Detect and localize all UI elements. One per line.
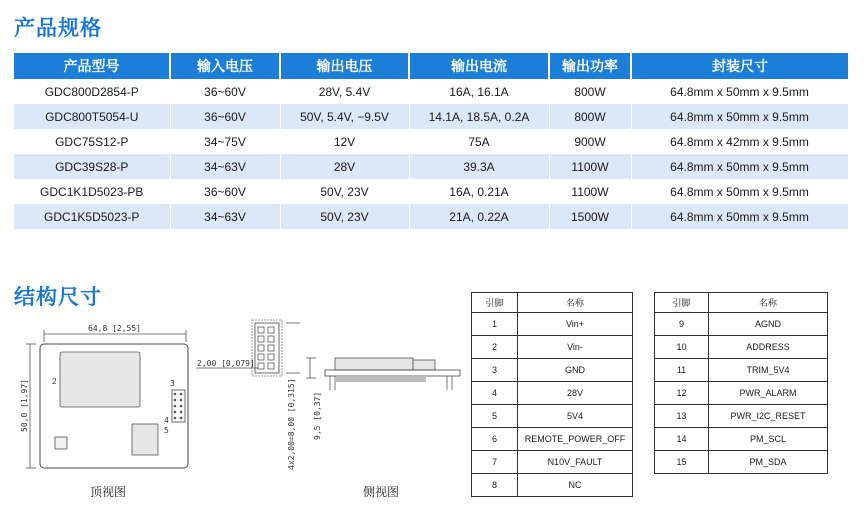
pin-number: 8 — [472, 474, 518, 497]
cell-output-current: 75A — [409, 129, 549, 154]
table-row — [655, 405, 828, 428]
top-width-dimension: 64,8 [2,55] — [88, 324, 141, 333]
pin-label-3: 3 — [170, 379, 175, 388]
header-output-voltage: 输出电压 — [280, 53, 409, 79]
cell-package-size: 64.8mm x 50mm x 9.5mm — [631, 79, 848, 104]
table-row — [655, 359, 828, 382]
pin-number: 9 — [655, 313, 709, 336]
pin-number: 1 — [472, 313, 518, 336]
cell-output-voltage: 50V, 23V — [280, 204, 409, 229]
header-output-power: 输出功率 — [549, 53, 631, 79]
table-row — [472, 382, 633, 405]
header-pin: 引脚 — [655, 293, 709, 313]
cell-model: GDC1K5D5023-P — [14, 204, 170, 229]
pin-name: 5V4 — [518, 405, 633, 428]
header-output-current: 输出电流 — [409, 53, 549, 79]
header-model: 产品型号 — [14, 53, 170, 79]
pin-label-4: 4 — [164, 416, 169, 425]
cell-model: GDC39S28-P — [14, 154, 170, 179]
pin-number: 13 — [655, 405, 709, 428]
cell-input-voltage: 34~63V — [170, 154, 280, 179]
section-title-products: 产品规格 — [14, 16, 102, 40]
table-row — [472, 359, 633, 382]
cell-package-size: 64.8mm x 50mm x 9.5mm — [631, 104, 848, 129]
pin-table-1 — [471, 292, 633, 497]
cell-model: GDC800T5054-U — [14, 104, 170, 129]
pin-name: Vin- — [518, 336, 633, 359]
pin-number: 3 — [472, 359, 518, 382]
cell-input-voltage: 36~60V — [170, 104, 280, 129]
cell-output-voltage: 50V, 5.4V, −9.5V — [280, 104, 409, 129]
cell-input-voltage: 36~60V — [170, 179, 280, 204]
table-row — [655, 313, 828, 336]
cell-model: GDC800D2854-P — [14, 79, 170, 104]
top-view-caption: 顶视图 — [90, 485, 127, 499]
pin-name: PM_SCL — [709, 428, 828, 451]
pin-table-2 — [654, 292, 828, 474]
pin-number: 4 — [472, 382, 518, 405]
cell-output-current: 16A, 16.1A — [409, 79, 549, 104]
table-row — [472, 313, 633, 336]
table-row — [472, 428, 633, 451]
cell-output-power: 800W — [549, 79, 631, 104]
pin-name: REMOTE_POWER_OFF — [518, 428, 633, 451]
cell-output-power: 1500W — [549, 204, 631, 229]
pin-number: 10 — [655, 336, 709, 359]
table-row — [655, 428, 828, 451]
cell-output-current: 21A, 0.22A — [409, 204, 549, 229]
side-height-dimension: 9,5 [0,37] — [313, 391, 322, 440]
header-name: 名称 — [709, 293, 828, 313]
pin-name: AGND — [709, 313, 828, 336]
pin-number: 2 — [472, 336, 518, 359]
table-row — [655, 336, 828, 359]
cell-model: GDC75S12-P — [14, 129, 170, 154]
pin-label-2: 2 — [52, 377, 57, 386]
pin-name: ADDRESS — [709, 336, 828, 359]
pin-table-header-row — [655, 293, 828, 313]
pin-name: 28V — [518, 382, 633, 405]
pin-number: 7 — [472, 451, 518, 474]
pin-table-header-row — [472, 293, 633, 313]
cell-package-size: 64.8mm x 42mm x 9.5mm — [631, 129, 848, 154]
table-row — [472, 405, 633, 428]
pin-number: 11 — [655, 359, 709, 382]
pin-number: 15 — [655, 451, 709, 474]
top-height-dimension: 50,0 [1,97] — [20, 379, 29, 432]
cell-output-voltage: 28V — [280, 154, 409, 179]
cell-output-power: 800W — [549, 104, 631, 129]
cell-output-voltage: 50V, 23V — [280, 179, 409, 204]
pin-name: NC — [518, 474, 633, 497]
pin-name: Vin+ — [518, 313, 633, 336]
pin-name: TRIM_5V4 — [709, 359, 828, 382]
pin-label-5: 5 — [164, 426, 169, 435]
cell-package-size: 64.8mm x 50mm x 9.5mm — [631, 179, 848, 204]
header-input-voltage: 输入电压 — [170, 53, 280, 79]
cell-output-voltage: 12V — [280, 129, 409, 154]
pin-name: PWR_ALARM — [709, 382, 828, 405]
cell-output-power: 1100W — [549, 154, 631, 179]
pin-name: PM_SDA — [709, 451, 828, 474]
pin-number: 6 — [472, 428, 518, 451]
cell-package-size: 64.8mm x 50mm x 9.5mm — [631, 154, 848, 179]
pin-name: PWR_I2C_RESET — [709, 405, 828, 428]
side-view-caption: 侧视图 — [363, 485, 400, 499]
cell-input-voltage: 36~60V — [170, 79, 280, 104]
pin-number: 14 — [655, 428, 709, 451]
cell-output-current: 14.1A, 18.5A, 0.2A — [409, 104, 549, 129]
pin-number: 12 — [655, 382, 709, 405]
cell-output-power: 1100W — [549, 179, 631, 204]
header-package-size: 封装尺寸 — [631, 53, 848, 79]
table-row — [472, 336, 633, 359]
cell-output-voltage: 28V, 5.4V — [280, 79, 409, 104]
cell-input-voltage: 34~63V — [170, 204, 280, 229]
cell-model: GDC1K1D5023-PB — [14, 179, 170, 204]
connector-length-dimension: 4x2,00=8,00 [0,315] — [287, 378, 296, 470]
section-title-structure: 结构尺寸 — [14, 285, 102, 309]
table-row — [655, 451, 828, 474]
cell-output-current: 16A, 0.21A — [409, 179, 549, 204]
connector-width-dimension: 2,00 [0,079] — [197, 359, 255, 368]
pin-number: 5 — [472, 405, 518, 428]
header-name: 名称 — [518, 293, 633, 313]
cell-output-current: 39.3A — [409, 154, 549, 179]
pin-name: N10V_FAULT — [518, 451, 633, 474]
table-row — [655, 382, 828, 405]
table-row — [472, 474, 633, 497]
cell-output-power: 900W — [549, 129, 631, 154]
cell-package-size: 64.8mm x 50mm x 9.5mm — [631, 204, 848, 229]
table-row — [472, 451, 633, 474]
pin-name: GND — [518, 359, 633, 382]
header-pin: 引脚 — [472, 293, 518, 313]
cell-input-voltage: 34~75V — [170, 129, 280, 154]
